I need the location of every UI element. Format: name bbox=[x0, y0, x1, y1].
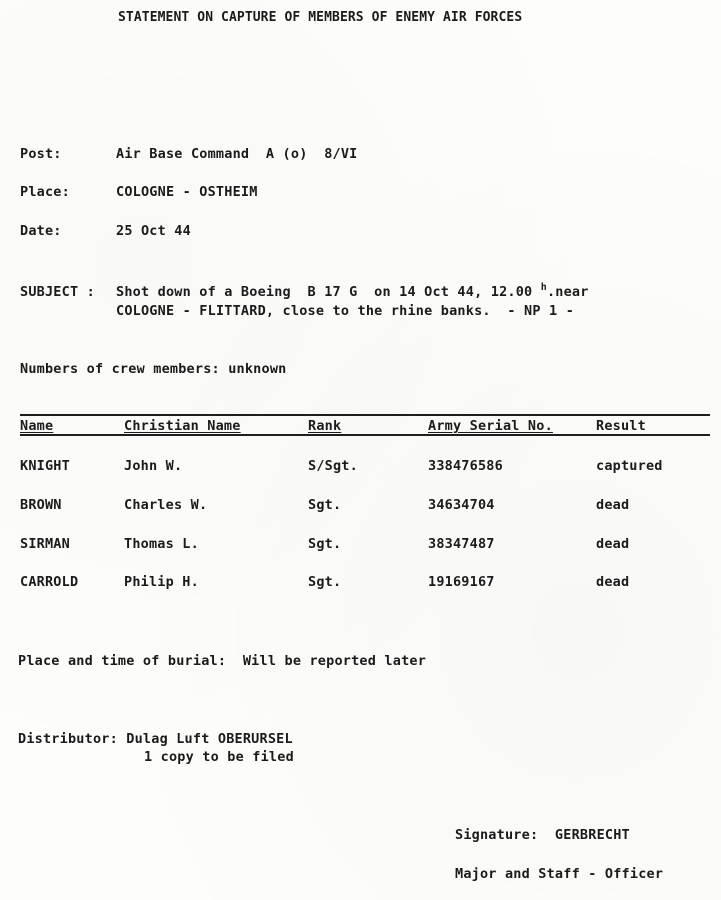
subject-line-1-text: Shot down of a Boeing B 17 G on 14 Oct 44, 12.00 bbox=[116, 284, 533, 300]
column-header-serial: Army Serial No. bbox=[428, 418, 553, 434]
table-cell-serial: 38347487 bbox=[428, 536, 495, 552]
column-header-name: Name bbox=[20, 418, 54, 434]
table-cell-name: BROWN bbox=[20, 497, 62, 513]
table-cell-christian-name: Charles W. bbox=[124, 497, 208, 513]
table-cell-rank: Sgt. bbox=[308, 497, 342, 513]
subject-label: SUBJECT : bbox=[20, 284, 95, 300]
table-cell-serial: 19169167 bbox=[428, 574, 495, 590]
table-cell-name: KNIGHT bbox=[20, 458, 70, 474]
date-value: 25 Oct 44 bbox=[116, 223, 191, 239]
distributor-line-2: 1 copy to be filed bbox=[144, 749, 294, 765]
table-cell-name: CARROLD bbox=[20, 574, 79, 590]
subject-line-1-end: .near bbox=[546, 284, 589, 300]
table-cell-result: dead bbox=[596, 574, 630, 590]
subject-line-2: COLOGNE - FLITTARD, close to the rhine banks. - NP 1 - bbox=[116, 303, 575, 319]
table-cell-serial: 34634704 bbox=[428, 497, 495, 513]
table-cell-rank: Sgt. bbox=[308, 536, 342, 552]
table-header-rule bbox=[20, 434, 710, 436]
table-cell-result: dead bbox=[596, 536, 630, 552]
table-cell-serial: 338476586 bbox=[428, 458, 503, 474]
post-value: Air Base Command A (o) 8/VI bbox=[116, 146, 358, 162]
place-label: Place: bbox=[20, 184, 70, 200]
subject-hour-superscript: h bbox=[540, 282, 547, 293]
table-cell-result: dead bbox=[596, 497, 630, 513]
table-cell-result: captured bbox=[596, 458, 663, 474]
table-cell-rank: Sgt. bbox=[308, 574, 342, 590]
column-header-christian-name: Christian Name bbox=[124, 418, 241, 434]
crew-count: Numbers of crew members: unknown bbox=[20, 361, 287, 377]
date-label: Date: bbox=[20, 223, 62, 239]
table-cell-christian-name: John W. bbox=[124, 458, 183, 474]
table-cell-christian-name: Philip H. bbox=[124, 574, 199, 590]
post-label: Post: bbox=[20, 146, 62, 162]
signature-title: Major and Staff - Officer bbox=[455, 866, 664, 882]
column-header-result: Result bbox=[596, 418, 646, 434]
signature-line: Signature: GERBRECHT bbox=[455, 827, 630, 843]
burial-statement: Place and time of burial: Will be reported later bbox=[18, 653, 427, 669]
table-cell-name: SIRMAN bbox=[20, 536, 70, 552]
distributor-line-1: Distributor: Dulag Luft OBERURSEL bbox=[18, 731, 293, 747]
place-value: COLOGNE - OSTHEIM bbox=[116, 184, 258, 200]
table-top-rule bbox=[20, 414, 710, 416]
column-header-rank: Rank bbox=[308, 418, 342, 434]
subject-line-1 bbox=[116, 284, 589, 302]
table-cell-christian-name: Thomas L. bbox=[124, 536, 199, 552]
table-cell-rank: S/Sgt. bbox=[308, 458, 358, 474]
document-title: STATEMENT ON CAPTURE OF MEMBERS OF ENEMY AIR FORCES bbox=[118, 10, 523, 25]
